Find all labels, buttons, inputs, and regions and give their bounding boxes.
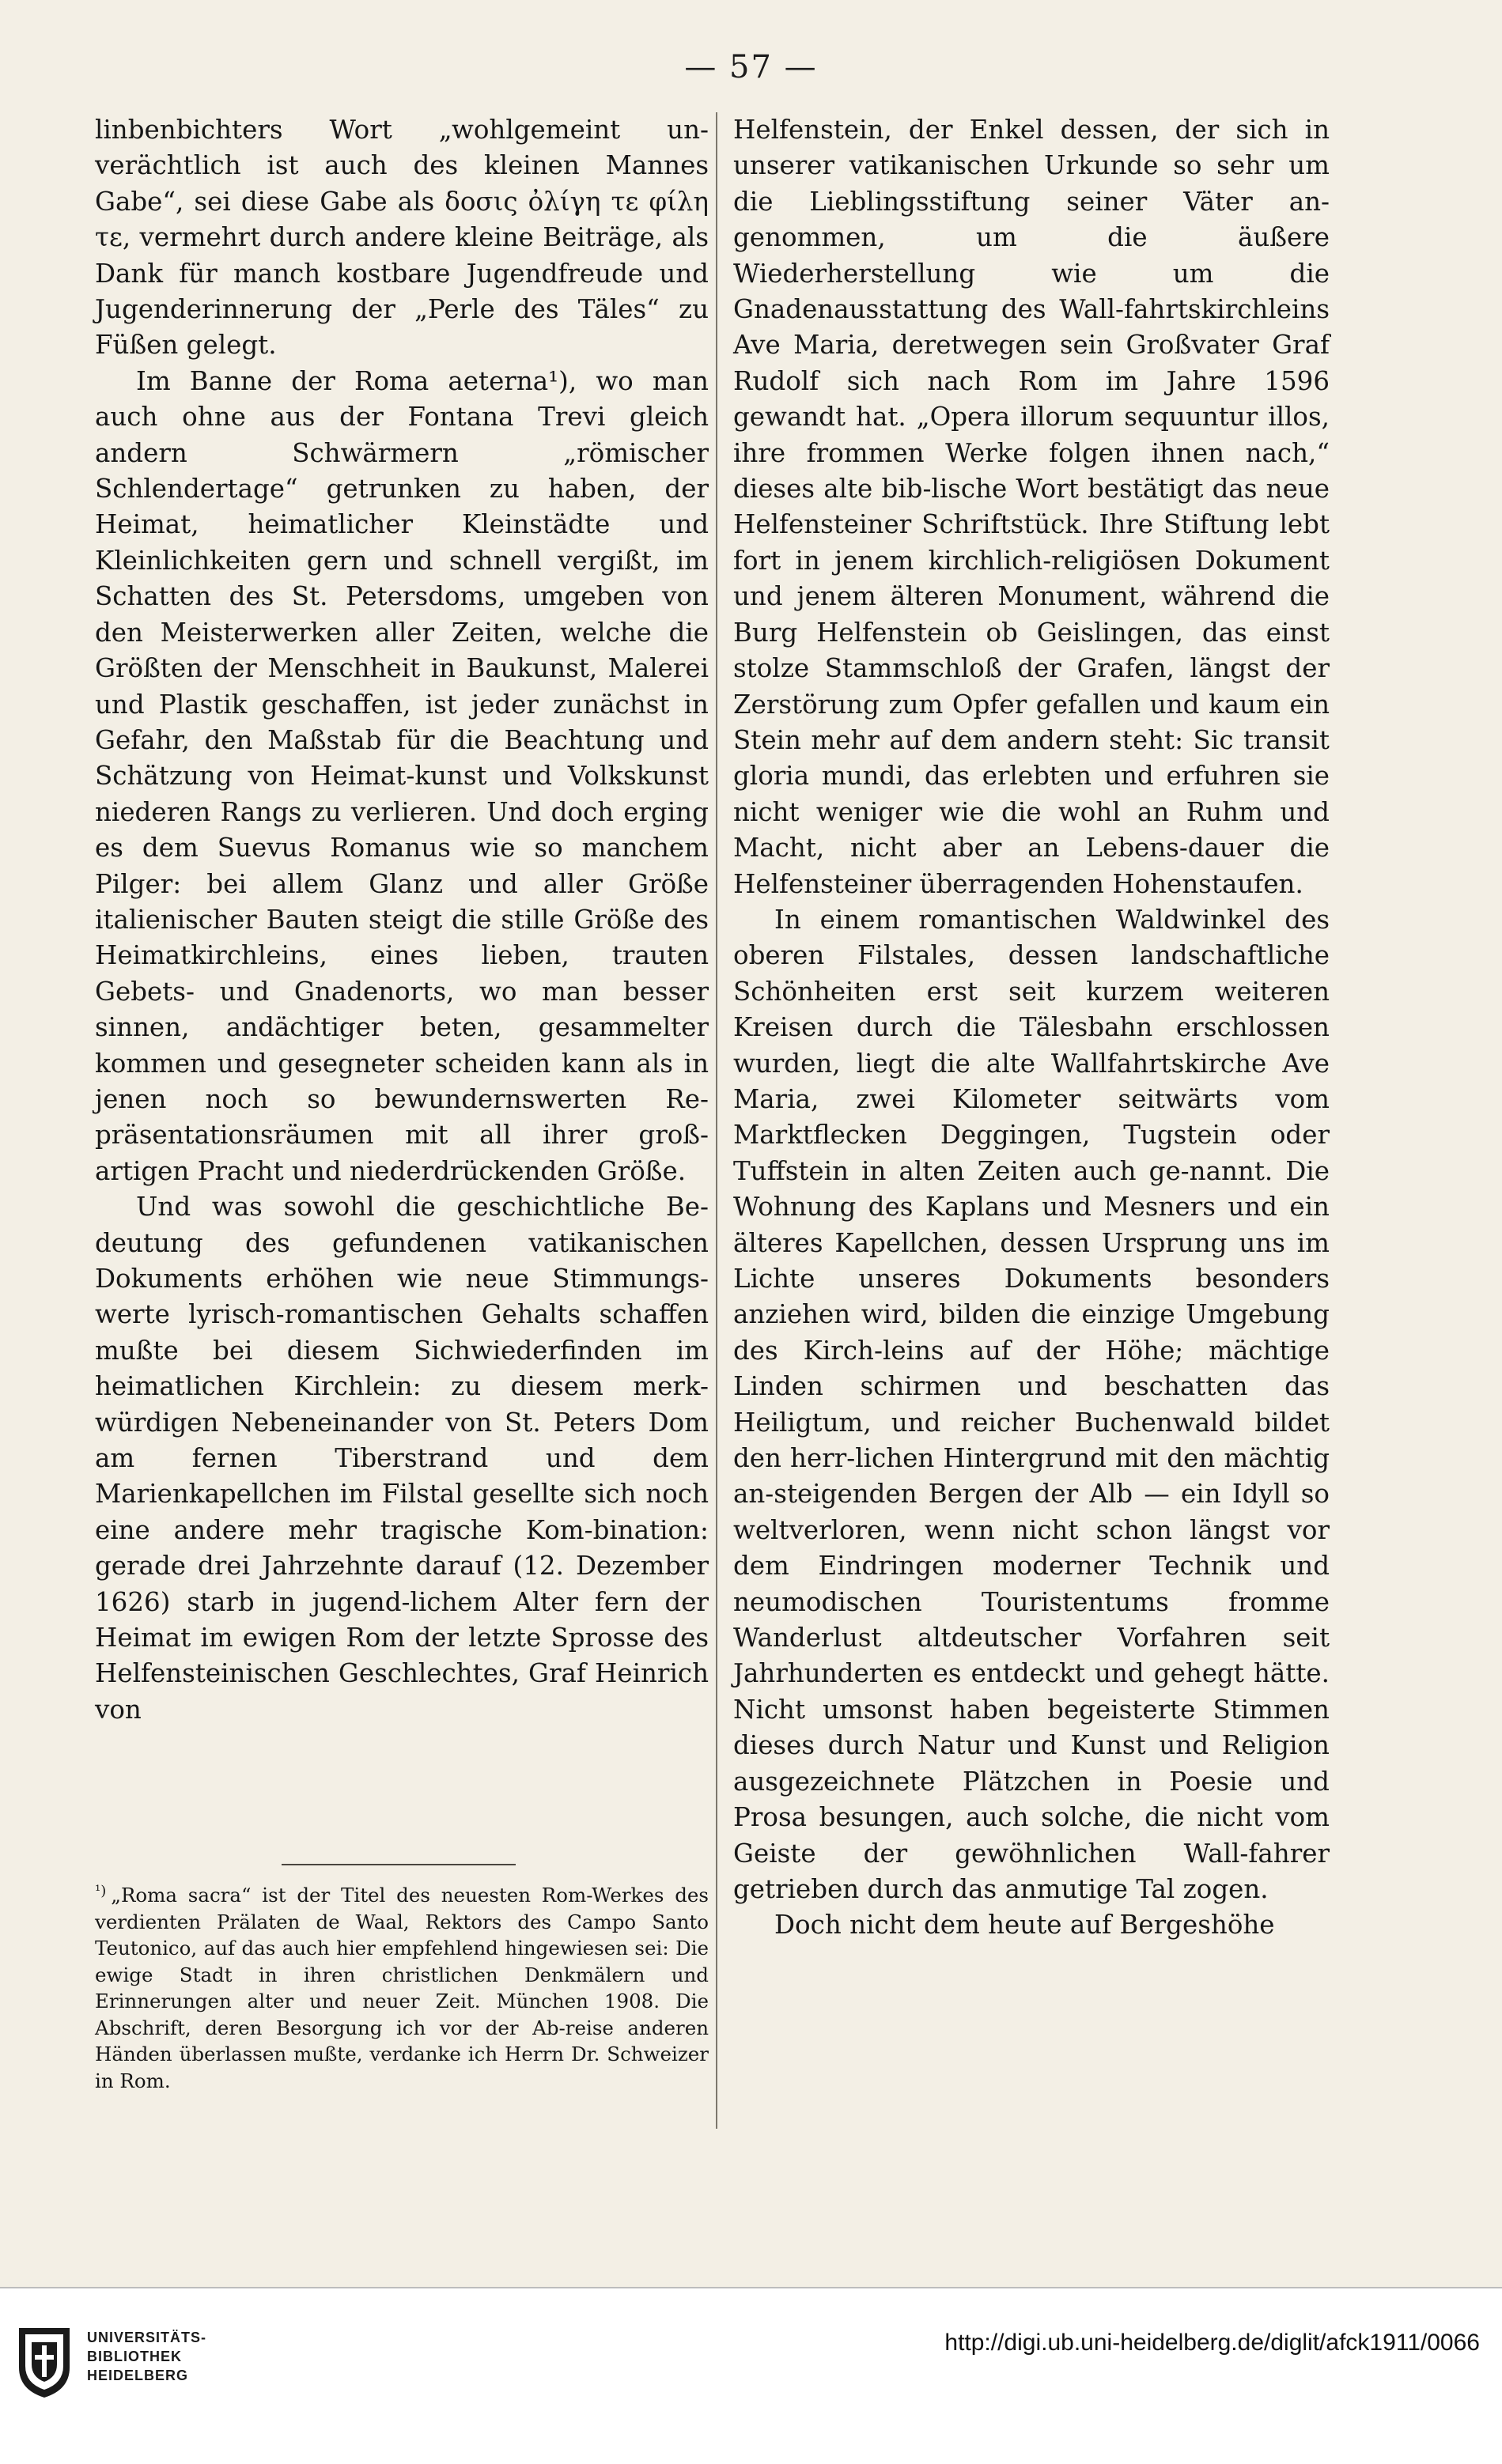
page-number: — 57 — bbox=[684, 49, 818, 85]
left-paragraph-1: linbenbichters Wort „wohlgemeint un-verächtlich ist auch des kleinen Mannes Gabe“, sei diese Gabe als δοσις ὀλίγη τε φίλη τε, vermehrt durch andere kleine Beiträge, als Dank für manch kostbare Jugendfreude und Jugenderinnerung der „Perle des Täles“ zu Füßen gelegt. bbox=[95, 115, 709, 361]
left-paragraph-3: Und was sowohl die geschichtliche Be-deutung des gefundenen vatikanischen Dokuments erhöhen wie neue Stimmungs-werte lyrisch-romantischen Gehalts schaffen mußte bei diesem Sichwiederfinden im heimatlichen Kirchlein: zu diesem merk-würdigen Nebeneinander von St. Peters Dom am fernen Tiberstrand und dem Marienkapellchen im Filstal gesellte sich noch eine andere mehr tragische Kom-bination: gerade drei Jahrzehnte darauf (12. Dezember 1626) starb in jugend-lichem Alter fern der Heimat im ewigen Rom der letzte Sprosse des Helfensteinischen Geschlechtes, Graf Heinrich von bbox=[95, 1192, 709, 1725]
library-footer bbox=[0, 2287, 1502, 2464]
library-name-line-2: BIBLIOTHEK bbox=[87, 2349, 182, 2364]
footnote-text: „Roma sacra“ ist der Titel des neuesten Rom-Werkes des verdienten Prälaten de Waal, Rektors des Campo Santo Teutonico, auf das auch hier empfehlend hingewiesen sei: Die ewige Stadt in ihren christlichen Denkmälern und Erinnerungen alter und neuer Zeit. München 1908. Die Abschrift, deren Besorgung ich vor der Ab-reise anderen Händen überlassen mußte, verdanke ich Herrn Dr. Schweizer in Rom. bbox=[95, 1884, 709, 2092]
left-paragraph-2: Im Banne der Roma aeterna¹), wo man auch ohne aus der Fontana Trevi gleich andern Schwärmern „römischer Schlendertage“ getrunken zu haben, der Heimat, heimatlicher Kleinstädte und Kleinlichkeiten gern und schnell vergißt, im Schatten des St. Petersdoms, umgeben von den Meisterwerken aller Zeiten, welche die Größten der Menschheit in Baukunst, Malerei und Plastik geschaffen, ist jeder zunächst in Gefahr, den Maßstab für die Beachtung und Schätzung von Heimat-kunst und Volkskunst niederen Rangs zu verlieren. Und doch erging es dem Suevus Romanus wie so manchem Pilger: bei allem Glanz und aller Größe italienischer Bauten steigt die stille Größe des Heimatkirchleins, eines lieben, trauten Gebets- und Gnadenorts, wo man besser sinnen, andächtiger beten, gesammelter kommen und gesegneter scheiden kann als in jenen noch so bewundernswerten Re-präsentationsräumen mit all ihrer groß-artigen Pracht und niederdrückenden Größe. bbox=[95, 365, 709, 1186]
footnote bbox=[95, 1878, 709, 2094]
right-column bbox=[733, 112, 1330, 1944]
university-seal-icon bbox=[16, 2322, 73, 2401]
right-paragraph-2: In einem romantischen Waldwinkel des oberen Filstales, dessen landschaftliche Schönheiten erst seit kurzem weiteren Kreisen durch die Tälesbahn erschlossen wurden, liegt die alte Wallfahrtskirche Ave Maria, zwei Kilometer seitwärts vom Marktflecken Deggingen, Tugstein oder Tuffstein in alten Zeiten auch ge-nannt. Die Wohnung des Kaplans und Mesners und ein älteres Kapellchen, dessen Ursprung uns im Lichte unseres Dokuments besonders anziehen wird, bilden die einzige Umgebung des Kirch-leins auf der Höhe; mächtige Linden schirmen und beschatten das Heiligtum, und reicher Buchenwald bildet den herr-lichen Hintergrund mit den mächtig an-steigenden Bergen der Alb — ein Idyll so weltverloren, wenn nicht schon längst vor dem Eindringen moderner Technik und neumodischen Touristentums fromme Wanderlust altdeutscher Vorfahren seit Jahrhunderten es entdeckt und gehegt hätte. Nicht umsonst haben begeisterte Stimmen dieses durch Natur und Kunst und Religion ausgezeichnete Plätzchen in Poesie und Prosa besungen, auch solche, die nicht vom Geiste der gewöhnlichen Wall-fahrer getrieben durch das anmutige Tal zogen. bbox=[733, 904, 1330, 1904]
library-name-line-3: HEIDELBERG bbox=[87, 2368, 189, 2383]
footnote-rule bbox=[282, 1864, 516, 1865]
right-paragraph-1: Helfenstein, der Enkel dessen, der sich in unserer vatikanischen Urkunde so sehr um die Lieblingsstiftung seiner Väter an-genommen, um die äußere Wiederherstellung wie um die Gnadenausstattung des Wall-fahrtskirchleins Ave Maria, deretwegen sein Großvater Graf Rudolf sich nach Rom im Jahre 1596 gewandt hat. „Opera illorum sequuntur illos, ihre frommen Werke folgen ihnen nach,“ dieses alte bib-lische Wort bestätigt das neue Helfensteiner Schriftstück. Ihre Stiftung lebt fort in jenem kirchlich-religiösen Dokument und jenem älteren Monument, während die Burg Helfenstein ob Geislingen, das einst stolze Stammschloß der Grafen, längst der Zerstörung zum Opfer gefallen und kaum ein Stein mehr auf dem andern steht: Sic transit gloria mundi, das erlebten und erfuhren sie nicht weniger wie die wohl an Ruhm und Macht, nicht aber an Lebens-dauer die Helfensteiner überragenden Hohenstaufen. bbox=[733, 115, 1330, 899]
column-divider bbox=[716, 112, 717, 2129]
footer-rule bbox=[0, 2287, 1502, 2288]
library-name bbox=[87, 2328, 206, 2385]
library-name-line-1: UNIVERSITÄTS- bbox=[87, 2330, 207, 2345]
footnote-mark: ¹) bbox=[95, 1883, 107, 1899]
left-column bbox=[95, 112, 709, 1728]
source-url-link[interactable]: http://digi.ub.uni-heidelberg.de/diglit/afck1911/0066 bbox=[944, 2330, 1480, 2356]
right-paragraph-3: Doch nicht dem heute auf Bergeshöhe bbox=[774, 1910, 1275, 1941]
